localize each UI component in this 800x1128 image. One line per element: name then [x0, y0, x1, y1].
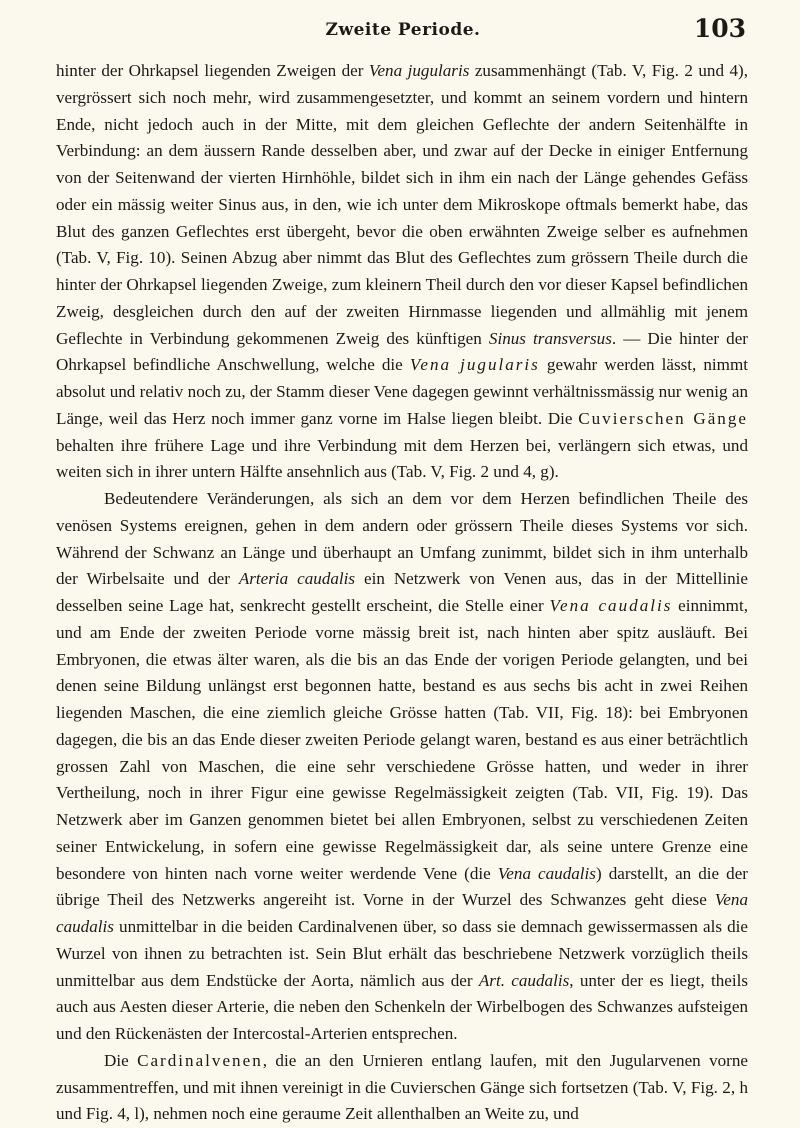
page-number: 103 — [693, 14, 746, 43]
emphasized-text: Art. caudalis — [478, 970, 570, 990]
page-header — [56, 14, 750, 54]
paragraph — [56, 58, 748, 486]
text-run: unmittelbar in die beiden Cardinalvenen über, so dass sie demnach gewissermassen als die Wurzel von ihnen zu betrachten ist. Sein Blut erhält das beschriebene Netzwerk vorzüglich theils unmittelbar aus dem Endstücke der Aorta, nämlich aus der — [56, 917, 748, 990]
text-run: Bedeutendere Veränderungen, als sich an dem vor dem Herzen befindlichen Theile des venösen Systems ereignen, gehen in dem andern oder grössern Theile dieses Systems vor sich. Während der Schwanz an Länge und überhaupt an Umfang zunimmt, bildet sich in ihm unterhalb der Wirbelsaite und der — [56, 489, 748, 589]
emphasized-text: Sinus transversus — [488, 328, 612, 348]
emphasized-text: Arteria caudalis — [238, 569, 356, 589]
text-run: Die — [104, 1050, 138, 1070]
emphasized-text: Vena caudalis — [497, 863, 596, 883]
text-run: einnimmt, und am Ende der zweiten Periode vorne mässig breit ist, nach hinten aber spitz ausläuft. Bei Embryonen, die etwas älter waren, als die bis an das Ende der vorigen Periode gelangten, und bei denen seine Bildung unlängst erst begonnen hatte, bestand es aus sechs bis acht in zwei Reihen liegenden Maschen, die eine ziemlich gleiche Grösse hatten (Tab. VII, Fig. 18): bei Embryonen dagegen, die bis an das Ende dieser zweiten Periode gelangt waren, bestand es aus einer beträchtlich grossen Zahl von Maschen, die eine sehr verschiedene Grösse hatten, und weder in ihrer Vertheilung, noch in ihrer Figur eine gewisse Regelmässigkeit zeigten (Tab. VII, Fig. 19). Das Netzwerk aber im Ganzen genommen bietet bei allen Embryonen, selbst zu verschiedenen Zeiten seiner Entwickelung, in sofern eine gewisse Regelmässigkeit dar, als seine untere Grenze eine besondere von hinten nach vorne weiter werdende Vene (die — [56, 596, 748, 883]
text-run: , unter der es liegt, theils auch aus Aesten dieser Arterie, die neben den Schenkeln der Wirbelbogen des Schwanzes aufsteigen und den Rückenästen der Intercostal-Arterien entsprechen. — [56, 970, 748, 1043]
body-text — [56, 58, 748, 1128]
text-run: zusammenhängt (Tab. V, Fig. 2 und 4), vergrössert sich noch mehr, wird zusammengesetzter, und kommt an seinem vordern und hintern Ende, nicht jedoch auch in der Mitte, mit dem gleichen Geflechte der andern Seitenhälfte in Verbindung: an dem äussern Rande desselben aber, und zwar auf der Decke in einiger Entfernung von der Seitenwand der vierten Hirnhöhle, bildet sich in ihm ein nach der Länge gehendes Gefäss oder ein mässig weiter Sinus aus, in den, wie ich unter dem Mikroskope oftmals bemerkt habe, das Blut des ganzen Geflechtes erst übergeht, bevor die oben erwähnten Zweige selber es aufnehmen (Tab. V, Fig. 10). Seinen Abzug aber nimmt das Blut des Geflechtes zum grössern Theile durch die hinter der Ohrkapsel liegenden Zweige, zum kleinern Theil durch den vor dieser Kapsel befindlichen Zweig, desgleichen durch den auf der zweiten Hirnmasse liegenden und allmählig mit jenem Geflechte in Verbindung gekommenen Zweig des künftigen — [56, 61, 749, 348]
emphasized-text: Cuvierschen Gänge — [578, 408, 748, 428]
text-run: ) darstellt, an die der übrige Theil des Netzwerks angereiht ist. Vorne in der Wurzel des Schwanzes geht diese — [56, 863, 748, 910]
text-run: gewahr werden lässt, nimmt absolut und relativ noch zu, der Stamm dieser Vene dagegen gewinnt verhältnissmässig nur wenig an Länge, weil das Herz noch immer ganz vorne im Halse liegen bleibt. Die — [56, 355, 748, 428]
text-run: behalten ihre frühere Lage und ihre Verbindung mit dem Herzen bei, verlängern sich etwas, und weiten sich in ihrer untern Hälfte ansehnlich aus (Tab. V, Fig. 2 und 4, g). — [56, 435, 748, 482]
emphasized-text: Vena caudalis — [56, 890, 748, 936]
emphasized-text: Cardinalvenen — [137, 1050, 263, 1070]
text-run: ein Netzwerk von Venen aus, das in der Mittellinie desselben seine Lage hat, senkrecht gestellt erscheint, die Stelle einer — [56, 569, 748, 615]
text-run: . — Die hinter der Ohrkapsel befindliche Anschwellung, welche die — [56, 328, 749, 375]
paragraph — [56, 486, 748, 1048]
emphasized-text: Vena jugularis — [409, 355, 540, 375]
text-run: , die an den Urnieren entlang laufen, mit den Jugularvenen vorne zusammentreffen, und mit ihnen vereinigt in die Cuvierschen Gänge sich fortsetzen (Tab. V, Fig. 2, h und Fig. 4, l), nehmen noch eine geraume Zeit allenthalben an Weite zu, und — [56, 1050, 748, 1124]
emphasized-text: Vena jugularis — [368, 61, 470, 80]
running-head: Zweite Periode. — [325, 20, 481, 40]
text-run: hinter der Ohrkapsel liegenden Zweigen der — [56, 61, 369, 80]
emphasized-text: Vena caudalis — [549, 596, 673, 615]
